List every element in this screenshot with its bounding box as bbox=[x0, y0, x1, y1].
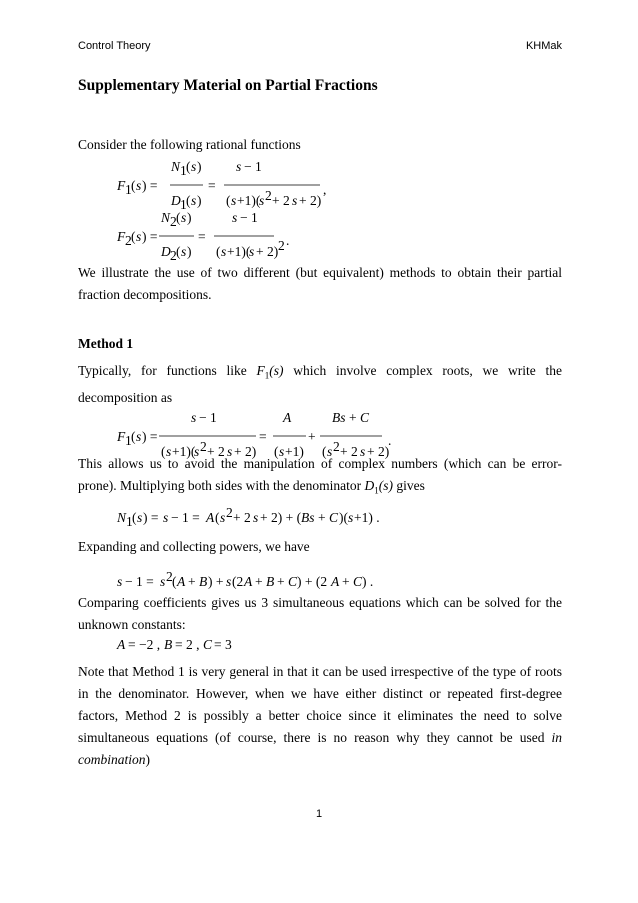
svg-text:+ 2) + (: + 2) + ( bbox=[260, 510, 302, 525]
svg-text:Bs: Bs bbox=[332, 410, 346, 425]
svg-text:+ 2: + 2 bbox=[207, 444, 225, 459]
svg-text:C: C bbox=[360, 410, 370, 425]
svg-text:(: ( bbox=[176, 244, 181, 259]
svg-text:C: C bbox=[353, 574, 363, 589]
svg-text:2: 2 bbox=[166, 569, 173, 584]
svg-text:s: s bbox=[221, 244, 227, 259]
svg-text:1: 1 bbox=[180, 197, 187, 212]
svg-text:+ 2: + 2 bbox=[233, 510, 251, 525]
svg-text:) =: ) = bbox=[143, 510, 159, 525]
svg-text:D: D bbox=[171, 193, 181, 208]
svg-text:+: + bbox=[255, 574, 263, 589]
svg-text:s: s bbox=[232, 210, 238, 225]
svg-text:(: ( bbox=[161, 444, 166, 459]
svg-text:s: s bbox=[191, 193, 197, 208]
method1-paragraph-5: Note that Method 1 is very general in that it can be used irrespective of the type of roots in the denominator. However, when we have either distinct or repeated first-degree factors, Method 2 is possibly a better choice since it eliminates the need to solve simultaneous equations (of course, there is no reason why they cannot be used in combination) bbox=[78, 664, 562, 767]
svg-text:(: ( bbox=[322, 444, 327, 459]
svg-text:C: C bbox=[203, 637, 213, 652]
svg-text:s: s bbox=[181, 244, 187, 259]
svg-text:1: 1 bbox=[125, 433, 132, 448]
svg-text:+: + bbox=[342, 574, 350, 589]
svg-text:) + (2: ) + (2 bbox=[297, 574, 328, 589]
svg-text:B: B bbox=[266, 574, 275, 589]
svg-text:N: N bbox=[171, 159, 181, 174]
svg-text:s: s bbox=[181, 210, 187, 225]
svg-text:B: B bbox=[164, 637, 173, 652]
svg-text:) =: ) = bbox=[142, 178, 158, 193]
svg-text:(: ( bbox=[186, 159, 191, 174]
svg-text:= 2 ,: = 2 , bbox=[175, 637, 200, 652]
svg-text:(: ( bbox=[131, 178, 136, 193]
svg-text:s: s bbox=[137, 510, 143, 525]
svg-text:+1): +1) bbox=[285, 444, 304, 459]
svg-text:=: = bbox=[208, 178, 216, 193]
svg-text:A: A bbox=[117, 637, 126, 652]
svg-text:+1)(: +1)( bbox=[237, 193, 261, 208]
intro-paragraph: Consider the following rational functions bbox=[78, 137, 301, 152]
svg-text:(: ( bbox=[131, 429, 136, 444]
svg-text:A: A bbox=[177, 574, 186, 589]
svg-text:s: s bbox=[136, 429, 142, 444]
svg-text:(: ( bbox=[172, 574, 177, 589]
svg-text:2: 2 bbox=[170, 248, 177, 263]
svg-text:s: s bbox=[292, 193, 298, 208]
svg-text:)(: )( bbox=[339, 510, 348, 525]
svg-text:1: 1 bbox=[180, 163, 187, 178]
equation-f2 bbox=[0, 199, 638, 263]
svg-text:F: F bbox=[117, 178, 126, 193]
svg-text:A: A bbox=[331, 574, 340, 589]
svg-text:(: ( bbox=[176, 210, 181, 225]
svg-text:− 1 =: − 1 = bbox=[171, 510, 200, 525]
svg-text:s: s bbox=[231, 193, 237, 208]
svg-text:s: s bbox=[117, 574, 123, 589]
svg-text:+ 2): + 2) bbox=[256, 244, 279, 259]
svg-text:): ) bbox=[187, 244, 192, 259]
svg-text:.: . bbox=[286, 233, 290, 248]
method1-paragraph-2: This allows us to avoid the manipulation of complex numbers (which can be error-prone). Multiplying both sides with the denominator $D_1(s)$ gives bbox=[78, 456, 562, 496]
svg-text:2: 2 bbox=[333, 439, 340, 454]
svg-text:+: + bbox=[318, 510, 326, 525]
svg-text:A: A bbox=[206, 510, 215, 525]
svg-text:F: F bbox=[117, 229, 126, 244]
svg-text:): ) bbox=[187, 210, 192, 225]
svg-text:C: C bbox=[288, 574, 298, 589]
svg-text:s: s bbox=[194, 444, 200, 459]
svg-text:.: . bbox=[388, 433, 392, 448]
svg-text:s: s bbox=[259, 193, 265, 208]
svg-text:+ 2): + 2) bbox=[234, 444, 257, 459]
page-number: 1 bbox=[315, 808, 323, 820]
svg-text:2: 2 bbox=[125, 233, 132, 248]
svg-text:2: 2 bbox=[278, 238, 285, 253]
svg-text:s: s bbox=[191, 410, 197, 425]
svg-text:(: ( bbox=[226, 193, 231, 208]
svg-text:+: + bbox=[188, 574, 196, 589]
svg-text:+ 2): + 2) bbox=[367, 444, 390, 459]
svg-text:= 3: = 3 bbox=[214, 637, 232, 652]
svg-text:): ) bbox=[197, 193, 202, 208]
method1-paragraph-4: Comparing coefficients gives us 3 simultaneous equations which can be solved for the unknown constants: bbox=[78, 595, 562, 632]
svg-text:(: ( bbox=[274, 444, 279, 459]
svg-text:(: ( bbox=[186, 193, 191, 208]
svg-text:s: s bbox=[236, 159, 242, 174]
method1-paragraph-3: Expanding and collecting powers, we have bbox=[78, 539, 310, 554]
svg-text:s: s bbox=[220, 510, 226, 525]
svg-text:s: s bbox=[348, 510, 354, 525]
svg-text:+: + bbox=[277, 574, 285, 589]
svg-text:+1)(: +1)( bbox=[227, 244, 251, 259]
svg-text:+: + bbox=[308, 429, 316, 444]
svg-text:s: s bbox=[227, 444, 233, 459]
svg-text:s: s bbox=[360, 444, 366, 459]
svg-text:+1) .: +1) . bbox=[354, 510, 380, 525]
svg-text:B: B bbox=[199, 574, 208, 589]
svg-text:(2: (2 bbox=[232, 574, 244, 589]
svg-text:s: s bbox=[136, 178, 142, 193]
svg-text:2: 2 bbox=[265, 188, 272, 203]
svg-text:s: s bbox=[226, 574, 232, 589]
svg-text:s: s bbox=[279, 444, 285, 459]
svg-text:+ 2: + 2 bbox=[340, 444, 358, 459]
svg-text:(: ( bbox=[132, 510, 137, 525]
svg-text:s: s bbox=[191, 159, 197, 174]
svg-text:C: C bbox=[329, 510, 339, 525]
svg-text:s: s bbox=[163, 510, 169, 525]
equation-decomposition bbox=[0, 399, 638, 459]
svg-text:Bs: Bs bbox=[301, 510, 315, 525]
header-right: KHMak bbox=[525, 40, 562, 52]
svg-text:N: N bbox=[117, 510, 127, 525]
svg-text:2: 2 bbox=[170, 214, 177, 229]
svg-text:s: s bbox=[253, 510, 259, 525]
svg-text:F: F bbox=[117, 429, 126, 444]
header-left: Control Theory bbox=[78, 40, 151, 52]
svg-text:) +: ) + bbox=[208, 574, 224, 589]
svg-text:− 1: − 1 bbox=[199, 410, 217, 425]
svg-text:s: s bbox=[249, 244, 255, 259]
svg-text:A: A bbox=[283, 410, 292, 425]
svg-text:(: ( bbox=[131, 229, 136, 244]
method1-heading: Method 1 bbox=[78, 336, 134, 351]
svg-text:) =: ) = bbox=[142, 429, 158, 444]
svg-text:(: ( bbox=[215, 510, 220, 525]
svg-text:s: s bbox=[160, 574, 166, 589]
svg-text:= −2 ,: = −2 , bbox=[128, 637, 161, 652]
svg-text:− 1 =: − 1 = bbox=[125, 574, 154, 589]
svg-text:A: A bbox=[244, 574, 253, 589]
svg-text:D: D bbox=[161, 244, 171, 259]
svg-text:+ 2: + 2 bbox=[272, 193, 290, 208]
svg-text:2: 2 bbox=[200, 439, 207, 454]
svg-text:+1)(: +1)( bbox=[172, 444, 196, 459]
svg-text:+: + bbox=[349, 410, 357, 425]
svg-text:(: ( bbox=[216, 244, 221, 259]
svg-text:2: 2 bbox=[226, 505, 233, 520]
document-title: Supplementary Material on Partial Fractions bbox=[78, 77, 378, 94]
svg-text:− 1: − 1 bbox=[244, 159, 262, 174]
svg-text:s: s bbox=[327, 444, 333, 459]
svg-text:s: s bbox=[136, 229, 142, 244]
svg-text:1: 1 bbox=[126, 514, 133, 529]
svg-text:− 1: − 1 bbox=[240, 210, 258, 225]
svg-text:s: s bbox=[166, 444, 172, 459]
illustrate-paragraph: We illustrate the use of two different (but equivalent) methods to obtain their partial fraction decompositions. bbox=[78, 265, 562, 302]
svg-text:=: = bbox=[259, 429, 267, 444]
svg-text:) =: ) = bbox=[142, 229, 158, 244]
svg-text:): ) bbox=[197, 159, 202, 174]
svg-text:N: N bbox=[161, 210, 171, 225]
method1-paragraph-1: Typically, for functions like $F_1(s)$ which involve complex roots, we write the decomposition as bbox=[78, 363, 562, 405]
svg-text:1: 1 bbox=[125, 182, 132, 197]
svg-text:+ 2): + 2) bbox=[299, 193, 322, 208]
svg-text:=: = bbox=[198, 229, 206, 244]
svg-text:,: , bbox=[323, 182, 327, 197]
svg-text:) .: ) . bbox=[362, 574, 374, 589]
